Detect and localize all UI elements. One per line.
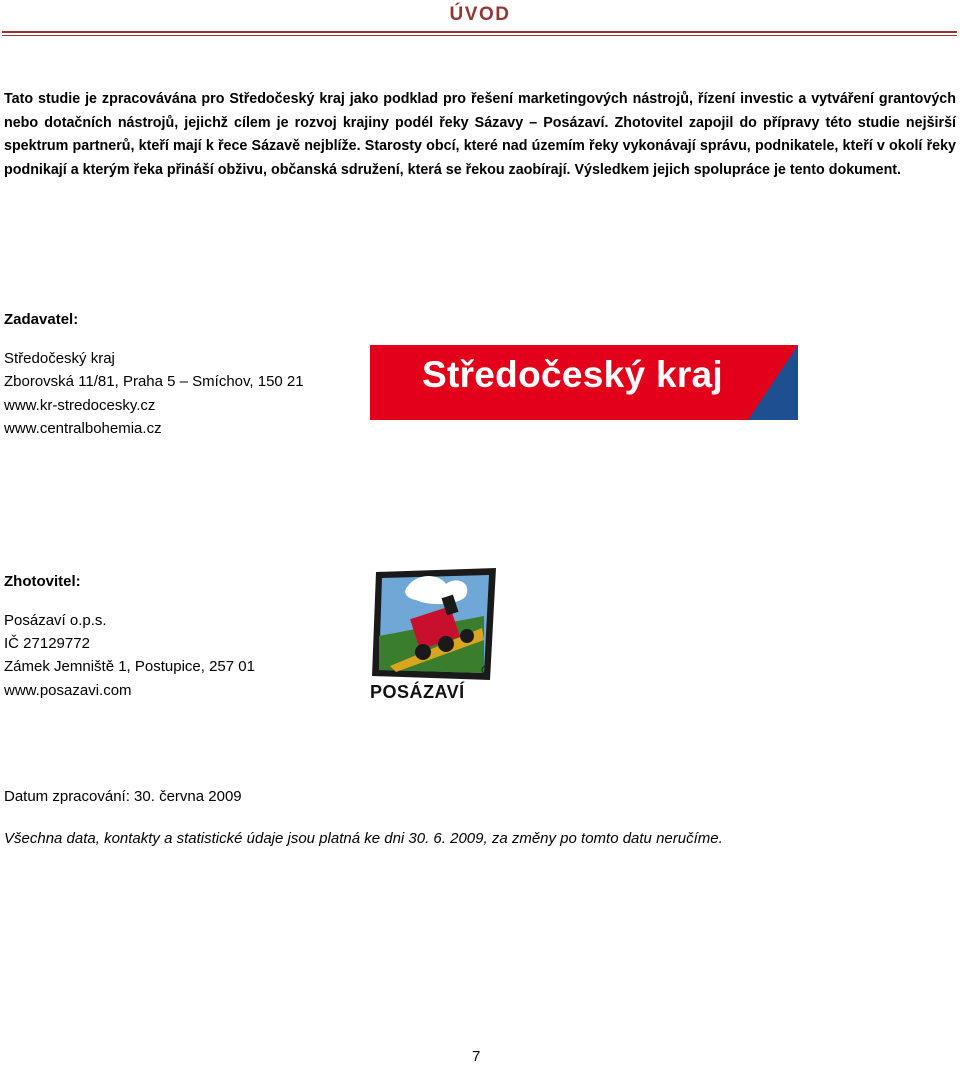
contractor-label: Zhotovitel:: [4, 573, 81, 590]
posazavi-logo-text: POSÁZAVÍ: [370, 682, 465, 702]
stredocesky-kraj-logo-text: Středočeský kraj: [422, 354, 723, 395]
contractor-web-link[interactable]: www.posazavi.com: [4, 682, 132, 699]
client-web-link[interactable]: www.kr-stredocesky.cz: [4, 397, 156, 414]
contractor-name: Posázaví o.p.s.: [4, 612, 107, 629]
client-label: Zadavatel:: [4, 311, 79, 328]
client-name: Středočeský kraj: [4, 350, 115, 367]
client-address: Zborovská 11/81, Praha 5 – Smíchov, 150 21: [4, 373, 304, 390]
processing-date: Datum zpracování: 30. června 2009: [4, 788, 242, 805]
contractor-ic: IČ 27129772: [4, 635, 90, 652]
stredocesky-kraj-logo: [370, 345, 798, 420]
title-rule-thin: [2, 35, 957, 36]
page-title: ÚVOD: [449, 4, 511, 25]
client-web2-link[interactable]: www.centralbohemia.cz: [4, 420, 162, 437]
intro-paragraph: Tato studie je zpracovávána pro Středočeský kraj jako podklad pro řešení marketingových nástrojů, řízení investic a vytváření grantových nebo dotačních nástrojů, jejichž cílem je rozvoj krajiny podél řeky Sázavy – Posázaví. Zhotovitel zapojil do přípravy této studie nejširší spektrum partnerů, kteří mají k řece Sázavě nejblíže. Starosty obcí, které nad územím řeky vykonávají správu, podnikatele, kteří v okolí řeky podnikají a kterým řeka přináší obživu, občanská sdružení, která se řekou zaobírají. Výsledkem jejich spolupráce je tento dokument.: [4, 91, 956, 178]
disclaimer-note: Všechna data, kontakty a statistické údaje jsou platná ke dni 30. 6. 2009, za změny po tomto datu neručíme.: [4, 830, 723, 847]
page-number: 7: [472, 1048, 481, 1065]
contractor-address: Zámek Jemniště 1, Postupice, 257 01: [4, 658, 255, 675]
title-rule-thick: [2, 31, 957, 33]
